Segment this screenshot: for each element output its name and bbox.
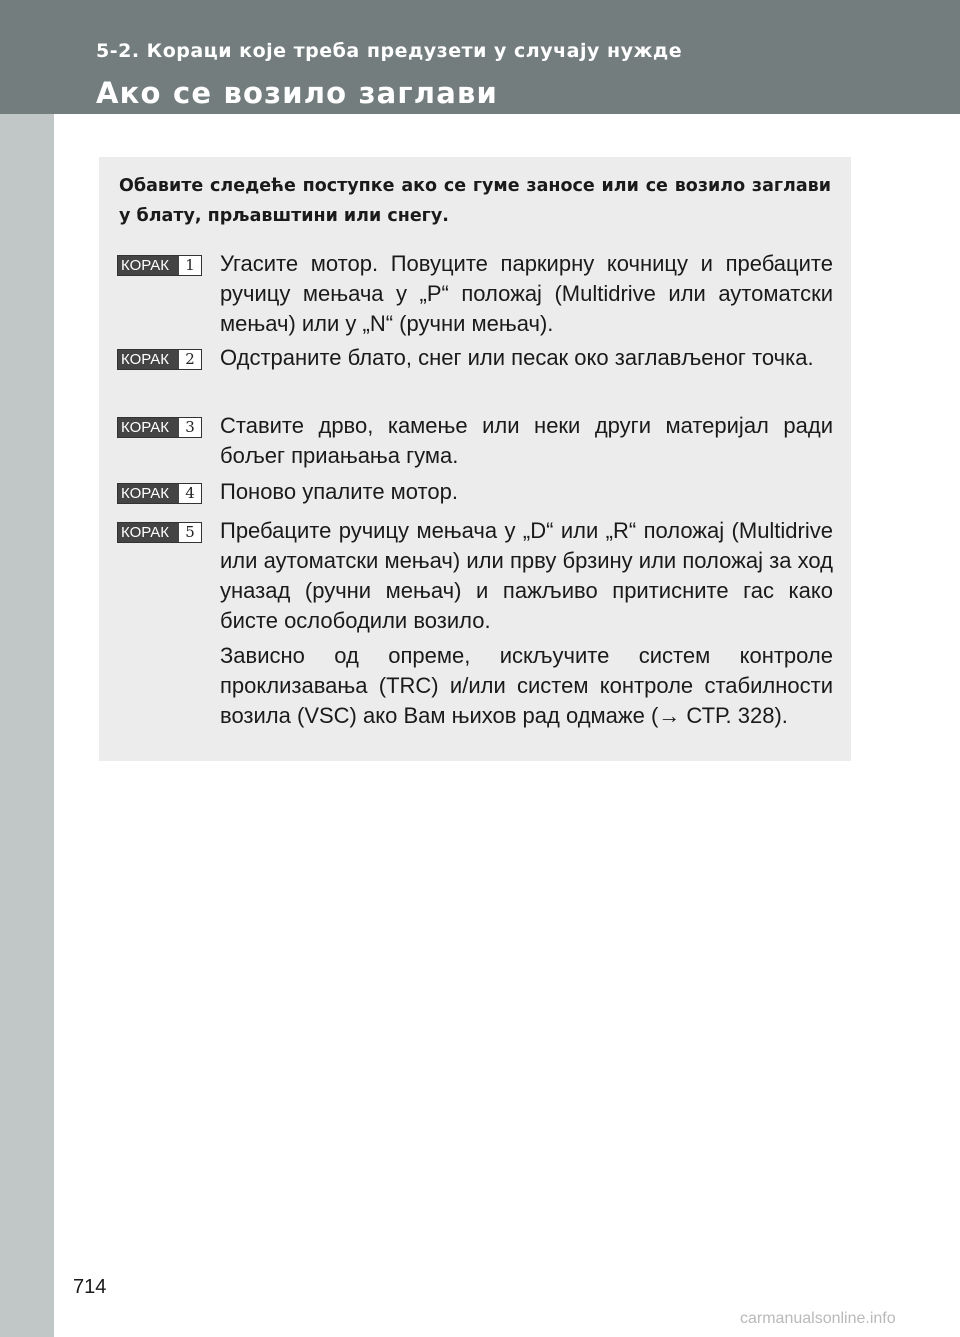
step-3 [117, 411, 833, 471]
step-badge-number: 4 [179, 484, 201, 503]
section-label: 5-2. Кораци које треба предузети у случају нужде [96, 40, 683, 62]
watermark: carmanualsonline.info [740, 1310, 896, 1327]
step-text: Одстраните блато, снег или песак око заглављеног точка. [220, 345, 814, 370]
note-text: Зависно од опреме, искључите систем контроле проклизавања (TRC) и/или систем контроле стабилности возила (VSC) ако Вам њихов рад одмаже (→ СТР. 328). [220, 643, 833, 728]
step-badge-label: КОРАК [118, 418, 179, 437]
step-2 [117, 343, 833, 373]
step-badge [117, 349, 202, 370]
step-badge-number: 1 [179, 256, 201, 275]
step-badge-label: КОРАК [118, 484, 179, 503]
page-title: Ако се возило заглави [96, 76, 499, 110]
step-text: Угасите мотор. Повуците паркирну кочницу и пребаците ручицу мењача у „P“ положај (Multidrive или аутоматски мењач) или у „N“ (ручни мењач). [220, 251, 833, 336]
step-badge-label: КОРАК [118, 523, 179, 542]
step-1 [117, 249, 833, 339]
step-badge-number: 2 [179, 350, 201, 369]
step-4 [117, 477, 833, 507]
step-text: Пребаците ручицу мењача у „D“ или „R“ положај (Multidrive или аутоматски мењач) или прву брзину или положај за ход уназад (ручни мењач) и пажљиво притисните гас како бисте ослободили возило. [220, 518, 833, 633]
step-badge [117, 417, 202, 438]
step-badge [117, 483, 202, 504]
step-text: Ставите дрво, камење или неки други материјал ради бољег приањања гума. [220, 413, 833, 468]
step-badge-number: 3 [179, 418, 201, 437]
step-5 [117, 516, 833, 636]
content-box [99, 157, 851, 761]
step-badge-label: КОРАК [118, 256, 179, 275]
step-badge [117, 522, 202, 543]
side-bar [0, 114, 54, 1337]
step-badge-number: 5 [179, 523, 201, 542]
step-badge-label: КОРАК [118, 350, 179, 369]
page-header [0, 0, 960, 114]
step-badge [117, 255, 202, 276]
page-number: 714 [73, 1276, 107, 1298]
step-text: Поново упалите мотор. [220, 479, 458, 504]
intro-text: Обавите следеће поступке ако се гуме заносе или се возило заглави у блату, прљавштини или снегу. [119, 176, 831, 226]
